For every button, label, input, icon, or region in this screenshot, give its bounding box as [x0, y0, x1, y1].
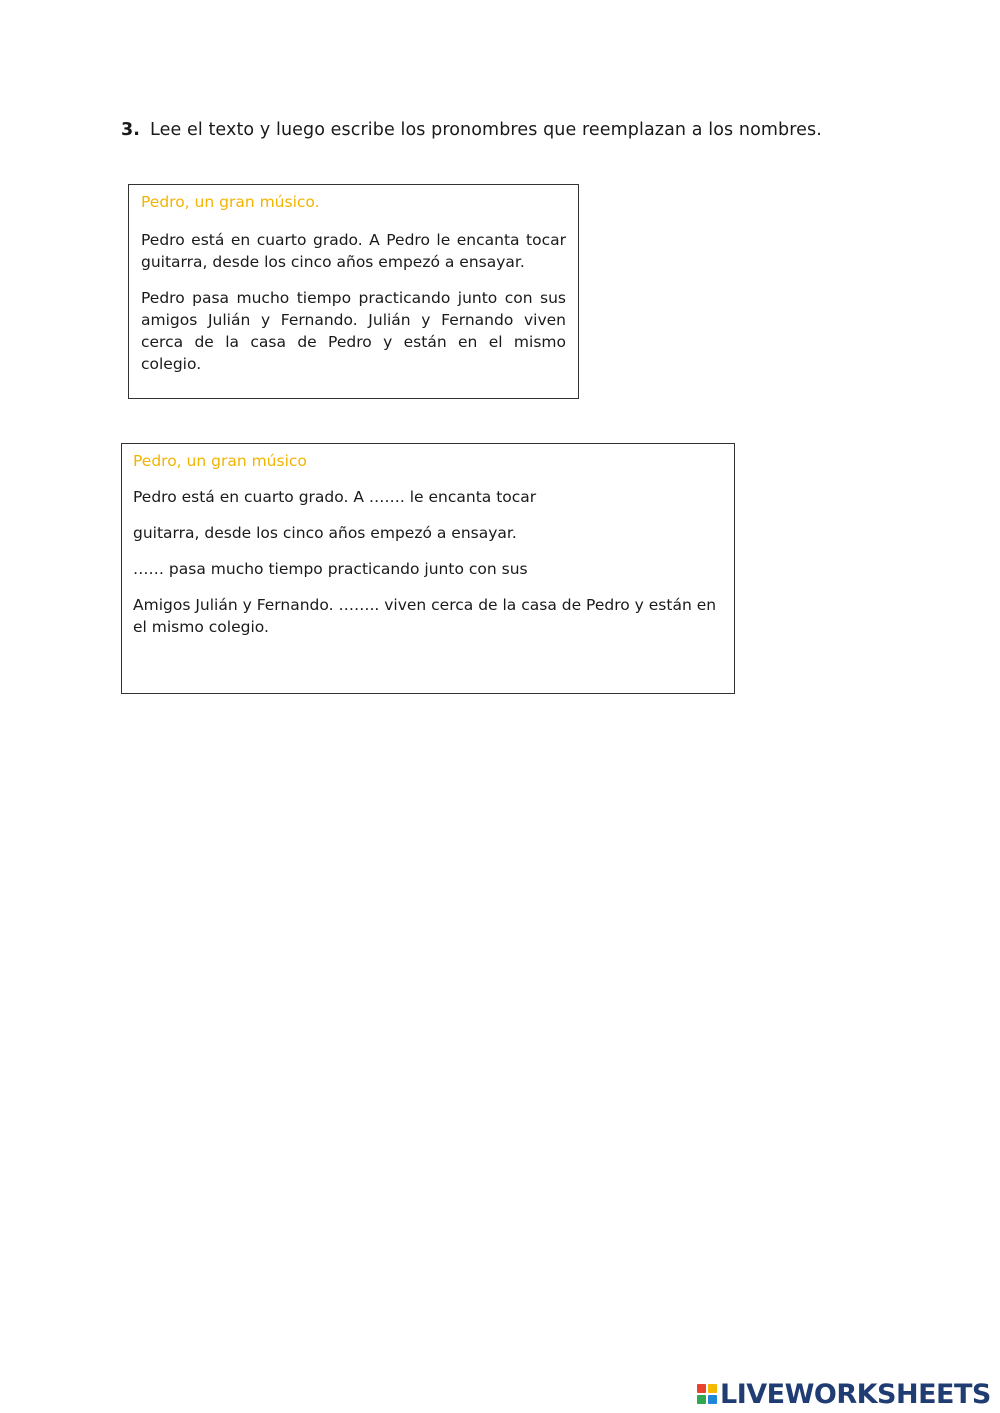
logo-square-yellow: [708, 1384, 717, 1393]
liveworksheets-logo-icon: [697, 1384, 717, 1404]
logo-square-green: [697, 1395, 706, 1404]
exercise-line-1: Pedro está en cuarto grado. A ……. le encanta tocar: [133, 488, 537, 506]
liveworksheets-brand: [697, 1378, 991, 1410]
original-paragraph-1: Pedro está en cuarto grado. A Pedro le encanta tocar guitarra, desde los cinco años empezó a ensayar.: [141, 231, 566, 271]
logo-square-red: [697, 1384, 706, 1393]
exercise-line-3: …… pasa mucho tiempo practicando junto con sus: [133, 560, 528, 578]
brand-name: LIVEWORKSHEETS: [720, 1378, 991, 1410]
original-story-title: Pedro, un gran músico.: [141, 193, 320, 211]
instruction-number: 3.: [121, 120, 141, 140]
instruction-text: Lee el texto y luego escribe los pronombres que reemplazan a los nombres.: [150, 120, 822, 140]
exercise-line-4: Amigos Julián y Fernando. …….. viven cerca de la casa de Pedro y están en el mismo colegio.: [133, 596, 717, 636]
exercise-line-2: guitarra, desde los cinco años empezó a ensayar.: [133, 524, 517, 542]
exercise-text-box: [121, 443, 735, 694]
exercise-story-title: Pedro, un gran músico: [133, 452, 307, 470]
instruction: [121, 120, 822, 140]
logo-square-blue: [708, 1395, 717, 1404]
original-paragraph-2: Pedro pasa mucho tiempo practicando junto con sus amigos Julián y Fernando. Julián y Fernando viven cerca de la casa de Pedro y están en el mismo colegio.: [141, 289, 566, 373]
original-text-box: [128, 184, 579, 399]
